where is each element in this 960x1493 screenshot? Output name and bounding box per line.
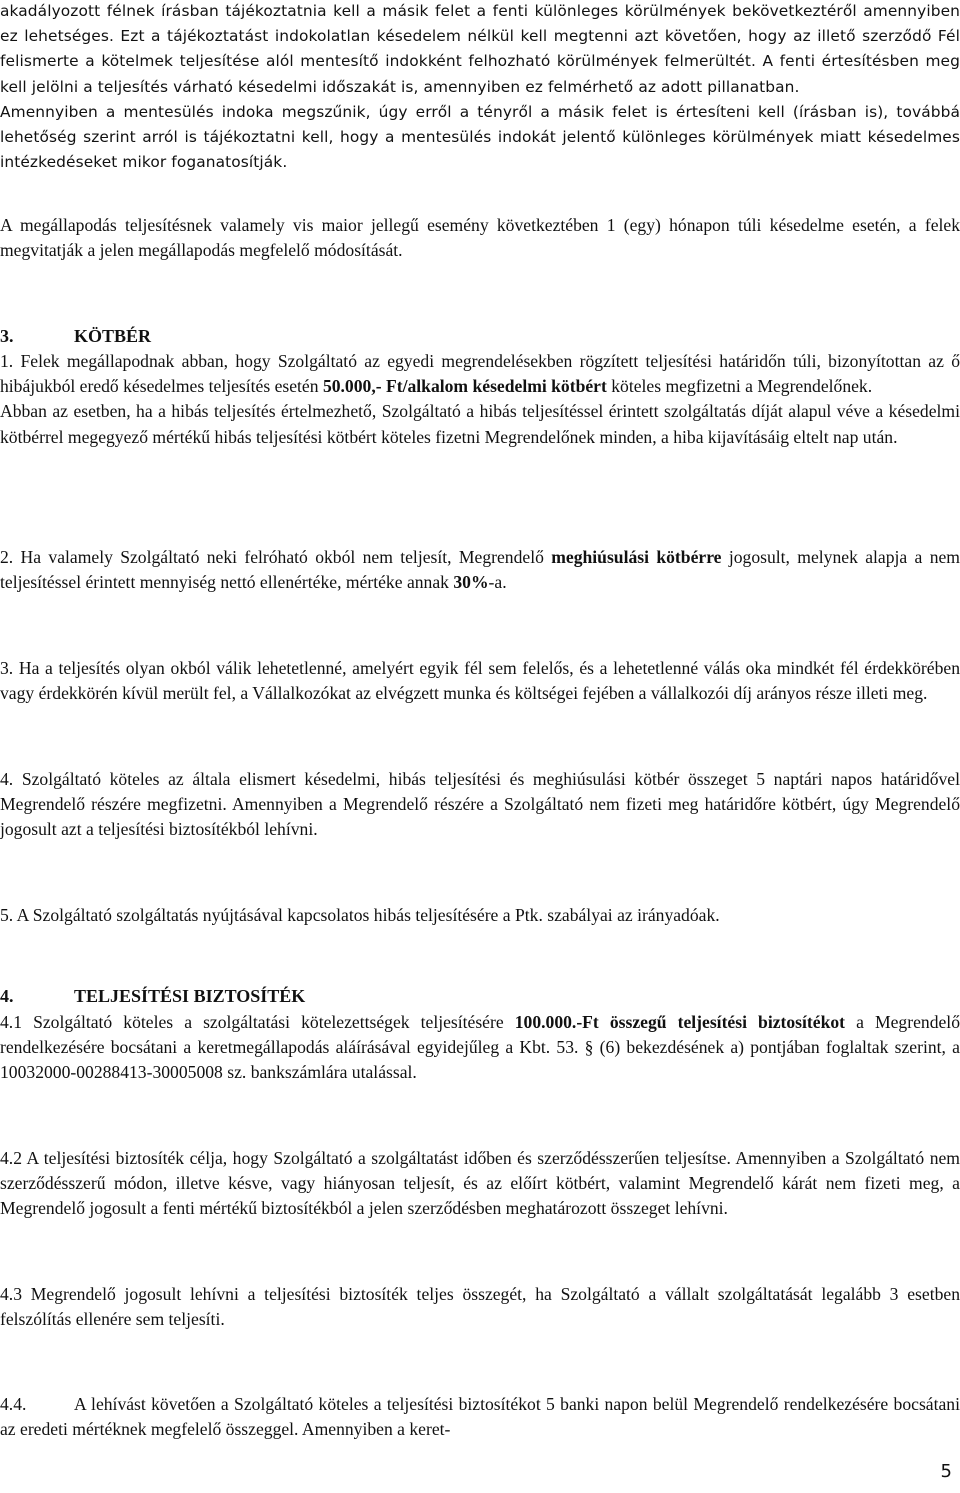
section-4-point-1: [0, 1010, 960, 1086]
section-3-point-1: [0, 349, 960, 450]
page-number: 5: [940, 1461, 952, 1482]
section-3-point-3: [0, 656, 960, 706]
point-41-text-end: a Megrendelő rendelkezésére bocsátani a keretmegállapodás aláírásával egyidejűleg a Kbt. 53. § (6) bekezdésének a) pontjában foglaltak szerint, a 10032000-00288413-30005008 sz. bankszámlára utalással.: [0, 1012, 960, 1083]
point-2-bold-percent: 30%: [453, 572, 489, 593]
section-4-point-3: [0, 1282, 960, 1332]
point-1-paragraph: [0, 349, 960, 399]
point-1-text-end: köteles megfizetni a Megrendelőnek.: [606, 376, 873, 397]
section-4-number: 4.: [0, 986, 14, 1006]
point-41-bold-guarantee: 100.000.-Ft összegű teljesítési biztosítékot: [514, 1012, 846, 1032]
point-2-text: 2. Ha valamely Szolgáltató neki felróható okból nem teljesít, Megrendelő: [0, 547, 552, 567]
intro-paragraph-2: Amennyiben a mentesülés indoka megszűnik, úgy erről a tényről a másik felet is értesíteni kell (írásban is), továbbá lehetőség szerint arról is tájékoztatni kell, hogy a mentesülés indokát jelentő különleges körülmények miatt késedelmes intézkedéseket mikor foganatosítják.: [0, 102, 960, 172]
point-44-number: 4.4.: [0, 1394, 27, 1414]
section-4-point-2: [0, 1146, 960, 1222]
point-43-paragraph: 4.3 Megrendelő jogosult lehívni a teljesítési biztosíték teljes összegét, ha Szolgáltató a vállalt szolgáltatását legalább 3 esetben felszólítás ellenére sem teljesíti.: [0, 1284, 960, 1330]
section-3-point-4: [0, 767, 960, 843]
intro-block: [0, 0, 960, 175]
point-1-bold-penalty: 50.000,- Ft/alkalom késedelmi kötbért: [322, 376, 607, 397]
section-3-title: KÖTBÉR: [74, 326, 152, 346]
intro-paragraph-3: A megállapodás teljesítésnek valamely vis maior jellegű esemény következtében 1 (egy) hónapon túli késedelme esetén, a felek megvitatják a jelen megállapodás megfelelő módosítását.: [0, 215, 960, 261]
point-1-text: 1. Felek megállapodnak abban, hogy Szolgáltató az egyedi megrendelésekben rögzített teljesítési határidőn túli, bizonyítottan az ő hibájukból eredő késedelmes teljesítés esetén: [0, 351, 960, 397]
point-1-paragraph-b: Abban az esetben, ha a hibás teljesítés értelmezhető, Szolgáltató a hibás teljesítéssel érintett szolgáltatás díját alapul véve a késedelmi kötbérrel megegyező mértékű hibás teljesítési kötbért köteles fizetni Megrendelőnek minden, a hiba kijavításáig eltelt nap után.: [0, 401, 960, 447]
point-5-paragraph: 5. A Szolgáltató szolgáltatás nyújtásával kapcsolatos hibás teljesítésére a Ptk. szabályai az irányadóak.: [0, 905, 720, 925]
intro-paragraph-3-block: [0, 213, 960, 263]
section-3-number: 3.: [0, 326, 14, 346]
section-3-point-2: [0, 545, 960, 595]
point-2-text-end: -a.: [488, 572, 507, 593]
point-44-paragraph: [0, 1392, 960, 1442]
section-3-point-5: [0, 903, 960, 928]
point-44-text: A lehívást követően a Szolgáltató köteles a teljesítési biztosítékot 5 banki napon belül Megrendelő rendelkezésére bocsátani az eredeti mértéknek megfelelő összeggel. Amennyiben a keret-: [0, 1394, 960, 1440]
section-3-heading: [0, 324, 960, 349]
point-2-bold-term: meghiúsulási kötbérre: [551, 547, 722, 567]
point-42-paragraph: 4.2 A teljesítési biztosíték célja, hogy Szolgáltató a szolgáltatást időben és szerződésszerűen teljesítse. Amennyiben a Szolgáltató nem szerződésszerű módon, illetve késve, vagy hiányosan teljesít, és az előírt kötbért, valamint Megrendelő kárát nem fizeti meg, a Megrendelő jogosult a fenti mértékű biztosítékból a jelen szerződésben meghatározott összeget lehívni.: [0, 1148, 960, 1219]
point-41-text: 4.1 Szolgáltató köteles a szolgáltatási kötelezettségek teljesítésére: [0, 1012, 515, 1032]
section-4-title: TELJESÍTÉSI BIZTOSÍTÉK: [74, 986, 306, 1006]
point-3-paragraph: 3. Ha a teljesítés olyan okból válik lehetetlenné, amelyért egyik fél sem felelős, és a lehetetlenné válás oka mindkét fél érdekkörében vagy érdekkörén kívül merült fel, a Vállalkozókat az elvégzett munka és költségei fejében a vállalkozói díj arányos része illeti meg.: [0, 658, 960, 704]
intro-paragraph-1: akadályozott félnek írásban tájékoztatnia kell a másik felet a fenti különleges körülmények bekövetkeztéről amennyiben ez lehetséges. Ezt a tájékoztatást indokolatlan késedelem nélkül kell megtenni azt követően, hogy az illető szerződő Fél felismerte a kötelmek teljesítése alól mentesítő indokként felhozható körülmények felmerültét. A fenti értesítésben meg kell jelölni a teljesítés várható késedelmi időszakát is, amennyiben ez felmérhető az adott pillanatban.: [0, 2, 960, 96]
section-4-point-4: [0, 1392, 960, 1442]
point-2-paragraph: [0, 545, 960, 595]
point-41-paragraph: [0, 1010, 960, 1086]
point-4-paragraph: 4. Szolgáltató köteles az általa elismert késedelmi, hibás teljesítési és meghiúsulási kötbér összeget 5 naptári napos határidővel Megrendelő részére megfizetni. Amennyiben a Megrendelő részére a Szolgáltató nem fizeti meg határidőre kötbért, úgy Megrendelő jogosult azt a teljesítési biztosítékból lehívni.: [0, 769, 960, 840]
section-4-heading: [0, 984, 960, 1009]
point-2-text-mid: jogosult, melynek alapja a nem teljesítéssel érintett mennyiség nettó ellenértéke, mértéke annak: [0, 547, 960, 593]
